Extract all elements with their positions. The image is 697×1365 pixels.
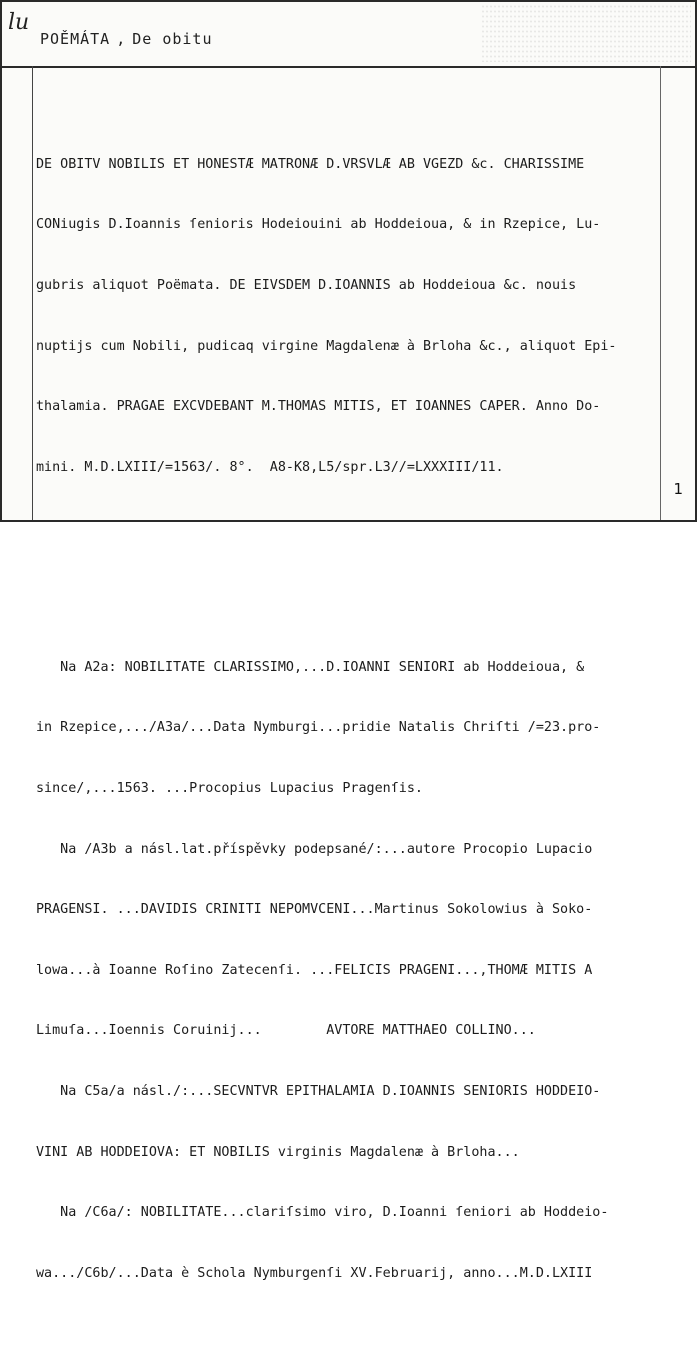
text-line: wa.../C6b/...Data è Schola Nymburgenſi XV.Februarij, anno...M.D.LXIII — [36, 1265, 593, 1281]
header-separator: , — [116, 30, 127, 48]
text-line: gubris aliquot Poëmata. DE EIVSDEM D.IOANNIS ab Hoddeioua &c. nouis — [36, 278, 577, 294]
handwritten-mark: lu — [8, 10, 30, 35]
text-line: Na C5a/a násl./:...SECVNTVR EPITHALAMIA D.IOANNIS SENIORIS HODDEIO- — [36, 1083, 601, 1099]
text-line: Na A2a: NOBILITATE CLARISSIMO,...D.IOANNI SENIORI ab Hoddeioua, & — [36, 659, 585, 675]
paragraph-gap — [36, 559, 656, 577]
card-body — [36, 74, 656, 1365]
text-line: Na /C6a/: NOBILITATE...clariſsimo viro, D.Ioanni ſeniori ab Hoddeio- — [36, 1205, 609, 1221]
text-line: since/,...1563. ...Procopius Lupacius Pragenſis. — [36, 780, 423, 796]
text-line: CONiugis D.Ioannis ſenioris Hodeiouini ab Hoddeioua, & in Rzepice, Lu- — [36, 217, 601, 233]
text-line: nuptijs cum Nobili, pudicaq virgine Magdalenæ à Brloha &c., aliquot Epi- — [36, 338, 617, 354]
text-line: DE OBITV NOBILIS ET HONESTÆ MATRONÆ D.VRSVLÆ AB VGEZD &c. CHARISSIME — [36, 156, 585, 172]
header-title: POĚMÁTA — [40, 30, 111, 48]
text-line: Limuſa...Ioennis Coruinij... AVTORE MATTHAEO COLLINO... — [36, 1023, 536, 1039]
text-line: PRAGENSI. ...DAVIDIS CRINITI NEPOMVCENI...Martinus Sokolowius à Soko- — [36, 902, 593, 918]
text-line: thalamia. PRAGAE EXCVDEBANT M.THOMAS MITIS, ET IOANNES CAPER. Anno Do- — [36, 399, 601, 415]
page-number: 1 — [673, 480, 683, 498]
text-line: mini. M.D.LXIII/=1563/. 8°. A8-K8,L5/spr.L3//=LXXXIII/11. — [36, 459, 504, 475]
text-line: VINI AB HODDEIOVA: ET NOBILIS virginis Magdalenæ à Brloha... — [36, 1144, 520, 1160]
text-line: in Rzepice,.../A3a/...Data Nymburgi...pridie Natalis Chriſti /=23.pro- — [36, 720, 601, 736]
text-line: Na /A3b a násl.lat.příspěvky podepsané/:...autore Procopio Lupacio — [36, 841, 593, 857]
card-header — [40, 30, 213, 48]
left-margin-line — [32, 66, 33, 520]
header-rule — [2, 66, 695, 68]
right-margin-line — [660, 66, 661, 520]
contents-notes — [36, 617, 656, 1324]
scan-noise — [481, 4, 691, 62]
header-subtitle: De obitu — [132, 30, 213, 48]
text-line: lowa...à Ioanne Roſino Zatecenſi. ...FELICIS PRAGENI...,THOMÆ MITIS A — [36, 962, 593, 978]
bibliographic-description — [36, 114, 656, 518]
